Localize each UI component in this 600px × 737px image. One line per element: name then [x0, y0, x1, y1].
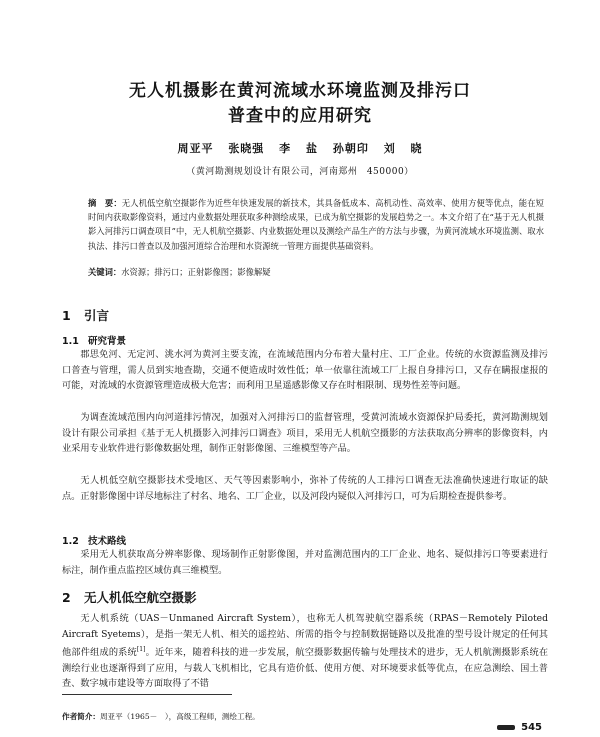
- paragraph-text: 。近年来，随着科技的进一步发展，航空摄影数据传输与处理技术的进步，无人机航测摄影系统在测绘行业也逐渐得到了应用，与载人飞机相比，它具有造价低、使用方便、对环境要求低等优点，在应急测绘、国土普查、数字城市建设等方面取得了不错: [62, 647, 549, 690]
- subsection-title: 技术路线: [88, 536, 127, 547]
- section-title: 无人机低空航空摄影: [84, 590, 197, 605]
- author-name: 刘: [383, 142, 396, 155]
- footnote-text: 周亚平（1965－ ），高级工程师，测绘工程。: [99, 712, 260, 721]
- section-heading-uav: [62, 588, 197, 606]
- keywords: [88, 265, 544, 279]
- subsection-title: 研究背景: [88, 336, 127, 347]
- subsection-number: 1.1: [62, 336, 79, 347]
- page-number: [497, 722, 542, 733]
- author-name: 张晓强: [228, 142, 265, 155]
- paragraph: [62, 611, 548, 692]
- subsection-number: 1.2: [62, 536, 79, 547]
- author-name: 孙朝印: [332, 142, 369, 155]
- section-number: 1: [62, 308, 71, 323]
- paper-title-line-1: 无人机摄影在黄河流域水环境监测及排污口: [129, 81, 471, 101]
- subsection-heading-technical-route: [62, 533, 126, 547]
- author-name: 晓: [410, 142, 423, 155]
- keywords-label: 关键词：: [88, 267, 122, 277]
- paragraph: 为调查流域范围内向河道排污情况，加强对入河排污口的监督管理，受黄河流域水资源保护局委托，黄河勘测规划设计有限公司承担《基于无人机摄影入河排污口调查》项目，采用无人机航空摄影的方法获取高分辨率的影像资料，内业采用专业软件进行影像数据处理，制作正射影像图、三维模型等产品。: [62, 412, 548, 455]
- author-list: [0, 140, 600, 156]
- abstract-text: 无人机低空航空摄影作为近些年快速发展的新技术，其具备低成本、高机动性、高效率、使用方便等优点，能在短时间内获取影像资料，通过内业数据处理获取多种测绘成果，已成为航空摄影的发展趋势之一。本文介绍了在“基于无人机摄影入河排污口调查项目”中，无人机航空摄影、内业数据处理以及测绘产品生产的方法与步骤，为黄河流域水环境监测、取水执法、排污口普查以及加强河道综合治理和水资源统一管理方面提供基础资料。: [88, 198, 544, 251]
- author-name: 盐: [306, 142, 318, 155]
- author-name: 周亚平: [177, 142, 214, 155]
- footnote-label: 作者简介：: [62, 712, 100, 721]
- page-marker-icon: [497, 725, 515, 730]
- author-name: 李: [279, 142, 292, 155]
- paragraph: 无人机低空航空摄影技术受地区、天气等因素影响小，弥补了传统的人工排污口调查无法准确快速进行取证的缺点。正射影像图中详尽地标注了村名、地名、工厂企业，以及河段内疑似入河排污口，可为后期检查提供参考。: [62, 475, 548, 502]
- citation-reference: [1]: [136, 646, 146, 654]
- section-heading-introduction: [62, 306, 109, 324]
- abstract: [88, 196, 544, 253]
- paragraph: 郡思免河、无定河、洮水河为黄河主要支流，在流域范围内分布着大量村庄、工厂企业。传统的水资源监测及排污口普查与管理，需人员到实地查勘，交通不便造成时效性低；单一依靠往流域工厂上报自身排污口，又存在瞒报虚报的可能，对流域的水资源管理造成极大危害；而利用卫星遥感影像又存在时相限制、现势性差等问题。: [62, 349, 548, 392]
- keywords-text: 水资源；排污口；正射影像图；影像解疑: [121, 267, 271, 277]
- page-number-value: 545: [521, 722, 542, 733]
- section-number: 2: [62, 590, 71, 605]
- affiliation: （黄河勘测规划设计有限公司，河南郑州 450000）: [186, 167, 414, 177]
- author-footnote: [62, 711, 260, 722]
- paragraph-text: 无人机系统（UAS－Unmaned Aircraft System），也称无人机驾驶航空器系统（RPAS－Remotely Piloted Aircraft Syetems），是指一架无人机、相关的遥控站、所需的指令与控制数据链路以及批准的型号设计规定的任何其他部件组成的系统: [62, 613, 548, 659]
- abstract-label: 摘 要：: [88, 198, 122, 208]
- subsection-heading-background: [62, 333, 126, 347]
- section-title: 引言: [84, 308, 110, 323]
- paper-title-line-2: 普查中的应用研究: [228, 106, 372, 126]
- footnote-divider: [62, 694, 232, 695]
- paragraph: 采用无人机获取高分辨率影像、现场制作正射影像图，并对监测范围内的工厂企业、地名、疑似排污口等要素进行标注，制作重点监控区域仿真三维模型。: [62, 549, 548, 576]
